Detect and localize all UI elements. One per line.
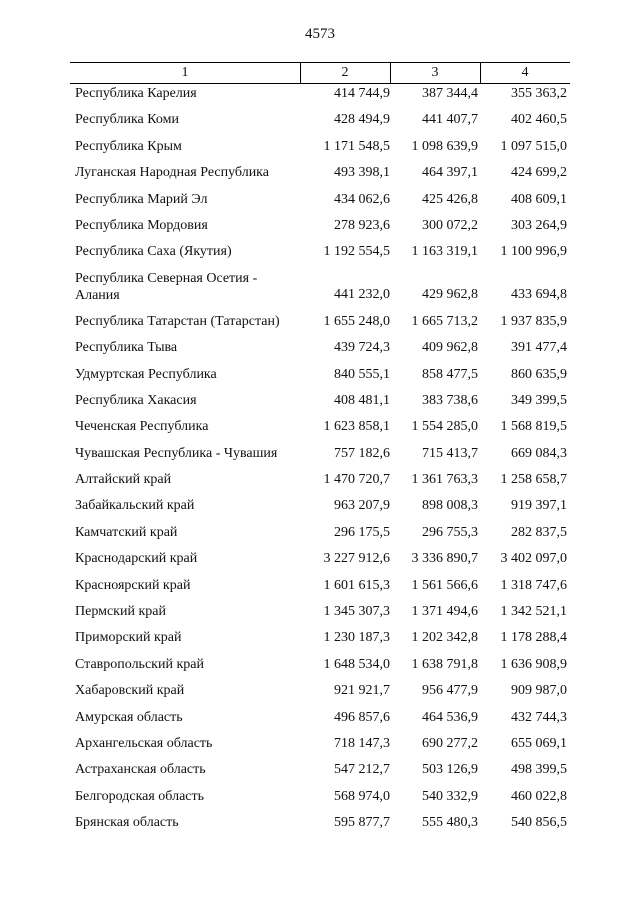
value-col-4: 282 837,5 [511, 524, 567, 540]
table-row [0, 413, 640, 439]
value-col-4: 303 264,9 [511, 217, 567, 233]
table-row [0, 519, 640, 545]
region-name: Забайкальский край [75, 498, 195, 514]
table-row [0, 440, 640, 466]
region-name: Архангельская область [75, 735, 213, 751]
value-col-2: 568 974,0 [334, 788, 390, 804]
region-name: Краснодарский край [75, 551, 198, 567]
table-row [0, 387, 640, 413]
region-name: Республика Тыва [75, 340, 178, 356]
value-col-2: 595 877,7 [334, 815, 390, 831]
value-col-3: 409 962,8 [422, 340, 478, 356]
value-col-2: 1 230 187,3 [323, 630, 390, 646]
table-row [0, 238, 640, 264]
table-row [0, 756, 640, 782]
value-col-2: 757 182,6 [334, 445, 390, 461]
value-col-3: 503 126,9 [422, 762, 478, 778]
value-col-3: 715 413,7 [422, 445, 478, 461]
table-row [0, 783, 640, 809]
value-col-2: 1 655 248,0 [323, 313, 390, 329]
table-row [0, 265, 640, 308]
value-col-2: 493 398,1 [334, 165, 390, 181]
table-row [0, 651, 640, 677]
value-col-3: 1 371 494,6 [411, 604, 478, 620]
value-col-2: 296 175,5 [334, 524, 390, 540]
value-col-4: 1 636 908,9 [500, 656, 567, 672]
value-col-4: 919 397,1 [511, 498, 567, 514]
value-col-2: 414 744,9 [334, 86, 390, 101]
value-col-3: 300 072,2 [422, 217, 478, 233]
value-col-2: 1 171 548,5 [323, 138, 390, 154]
value-col-4: 1 258 658,7 [500, 472, 567, 488]
region-name: Республика Марий Эл [75, 191, 208, 207]
region-name: Чувашская Республика - Чувашия [75, 445, 278, 461]
value-col-4: 1 318 747,6 [500, 577, 567, 593]
value-col-4: 540 856,5 [511, 815, 567, 831]
value-col-3: 1 361 763,3 [411, 472, 478, 488]
region-name: Красноярский край [75, 577, 191, 593]
value-col-3: 1 163 319,1 [411, 244, 478, 260]
value-col-2: 3 227 912,6 [323, 551, 390, 567]
value-col-3: 464 397,1 [422, 165, 478, 181]
table-row [0, 545, 640, 571]
value-col-3: 3 336 890,7 [411, 551, 478, 567]
value-col-4: 349 399,5 [511, 392, 567, 408]
region-name: Пермский край [75, 604, 166, 620]
table-row [0, 624, 640, 650]
region-name: Амурская область [75, 709, 183, 725]
value-col-3: 858 477,5 [422, 366, 478, 382]
region-name: Камчатский край [75, 524, 178, 540]
value-col-4: 424 699,2 [511, 165, 567, 181]
value-col-3: 296 755,3 [422, 524, 478, 540]
value-col-3: 898 008,3 [422, 498, 478, 514]
value-col-2: 278 923,6 [334, 217, 390, 233]
value-col-4: 391 477,4 [511, 340, 567, 356]
value-col-2: 441 232,0 [334, 286, 390, 302]
value-col-4: 3 402 097,0 [500, 551, 567, 567]
table-row [0, 492, 640, 518]
table-row [0, 186, 640, 212]
value-col-3: 387 344,4 [422, 86, 478, 101]
table-row [0, 730, 640, 756]
table-row [0, 704, 640, 730]
region-name: Республика Хакасия [75, 392, 197, 408]
value-col-4: 909 987,0 [511, 683, 567, 699]
value-col-2: 1 192 554,5 [323, 244, 390, 260]
table-row [0, 809, 640, 835]
table-row [0, 466, 640, 492]
table-row [0, 677, 640, 703]
value-col-2: 1 601 615,3 [323, 577, 390, 593]
header-col-1: 1 [181, 65, 189, 80]
region-name: Республика Саха (Якутия) [75, 244, 232, 260]
value-col-2: 840 555,1 [334, 366, 390, 382]
header-col-4: 4 [521, 65, 529, 80]
value-col-3: 540 332,9 [422, 788, 478, 804]
table-row [0, 334, 640, 360]
value-col-2: 496 857,6 [334, 709, 390, 725]
table-row [0, 598, 640, 624]
value-col-2: 1 623 858,1 [323, 419, 390, 435]
region-name: Луганская Народная Республика [75, 165, 269, 181]
value-col-2: 428 494,9 [334, 112, 390, 128]
value-col-3: 464 536,9 [422, 709, 478, 725]
value-col-2: 408 481,1 [334, 392, 390, 408]
header-col-2: 2 [341, 65, 349, 80]
region-name: Удмуртская Республика [75, 366, 217, 382]
value-col-4: 669 084,3 [511, 445, 567, 461]
value-col-3: 429 962,8 [422, 286, 478, 302]
region-name: Республика Карелия [75, 86, 197, 101]
region-name: Ставропольский край [75, 656, 204, 672]
region-name: Республика Татарстан (Татарстан) [75, 313, 280, 329]
region-name: Хабаровский край [75, 683, 185, 699]
value-col-2: 718 147,3 [334, 735, 390, 751]
value-col-2: 439 724,3 [334, 340, 390, 356]
region-name: Республика Мордовия [75, 217, 208, 233]
value-col-3: 425 426,8 [422, 191, 478, 207]
table-row [0, 212, 640, 238]
table-row [0, 80, 640, 106]
value-col-4: 460 022,8 [511, 788, 567, 804]
value-col-2: 1 345 307,3 [323, 604, 390, 620]
table-row [0, 133, 640, 159]
value-col-3: 1 665 713,2 [411, 313, 478, 329]
value-col-4: 433 694,8 [511, 286, 567, 302]
value-col-3: 1 561 566,6 [411, 577, 478, 593]
region-name: Белгородская область [75, 788, 205, 804]
value-col-4: 498 399,5 [511, 762, 567, 778]
value-col-3: 441 407,7 [422, 112, 478, 128]
value-col-3: 1 554 285,0 [411, 419, 478, 435]
page-number: 4573 [305, 26, 335, 42]
region-name: Алтайский край [75, 472, 172, 488]
value-col-2: 1 648 534,0 [323, 656, 390, 672]
table-row [0, 159, 640, 185]
table-body [0, 80, 640, 836]
value-col-4: 1 342 521,1 [500, 604, 567, 620]
value-col-2: 1 470 720,7 [323, 472, 390, 488]
value-col-4: 655 069,1 [511, 735, 567, 751]
value-col-4: 860 635,9 [511, 366, 567, 382]
value-col-3: 1 202 342,8 [411, 630, 478, 646]
value-col-4: 1 178 288,4 [500, 630, 567, 646]
region-name: Республика Крым [75, 138, 182, 154]
value-col-3: 383 738,6 [422, 392, 478, 408]
value-col-4: 1 100 996,9 [500, 244, 567, 260]
table-row [0, 106, 640, 132]
region-name: Республика Коми [75, 112, 179, 128]
value-col-4: 408 609,1 [511, 191, 567, 207]
value-col-4: 402 460,5 [511, 112, 567, 128]
region-name: Брянская область [75, 815, 179, 831]
table-row [0, 361, 640, 387]
value-col-4: 355 363,2 [511, 86, 567, 101]
region-name: Астраханская область [75, 762, 206, 778]
value-col-2: 547 212,7 [334, 762, 390, 778]
value-col-3: 1 638 791,8 [411, 656, 478, 672]
value-col-3: 555 480,3 [422, 815, 478, 831]
region-name: Чеченская Республика [75, 419, 209, 435]
region-name: Республика Северная Осетия - Алания [75, 270, 258, 303]
header-col-3: 3 [431, 65, 439, 80]
value-col-2: 434 062,6 [334, 191, 390, 207]
value-col-3: 1 098 639,9 [411, 138, 478, 154]
value-col-4: 1 097 515,0 [500, 138, 567, 154]
value-col-4: 432 744,3 [511, 709, 567, 725]
table-row [0, 572, 640, 598]
value-col-3: 690 277,2 [422, 735, 478, 751]
region-name: Приморский край [75, 630, 182, 646]
value-col-3: 956 477,9 [422, 683, 478, 699]
value-col-4: 1 568 819,5 [500, 419, 567, 435]
value-col-4: 1 937 835,9 [500, 313, 567, 329]
table-row [0, 308, 640, 334]
value-col-2: 963 207,9 [334, 498, 390, 514]
value-col-2: 921 921,7 [334, 683, 390, 699]
